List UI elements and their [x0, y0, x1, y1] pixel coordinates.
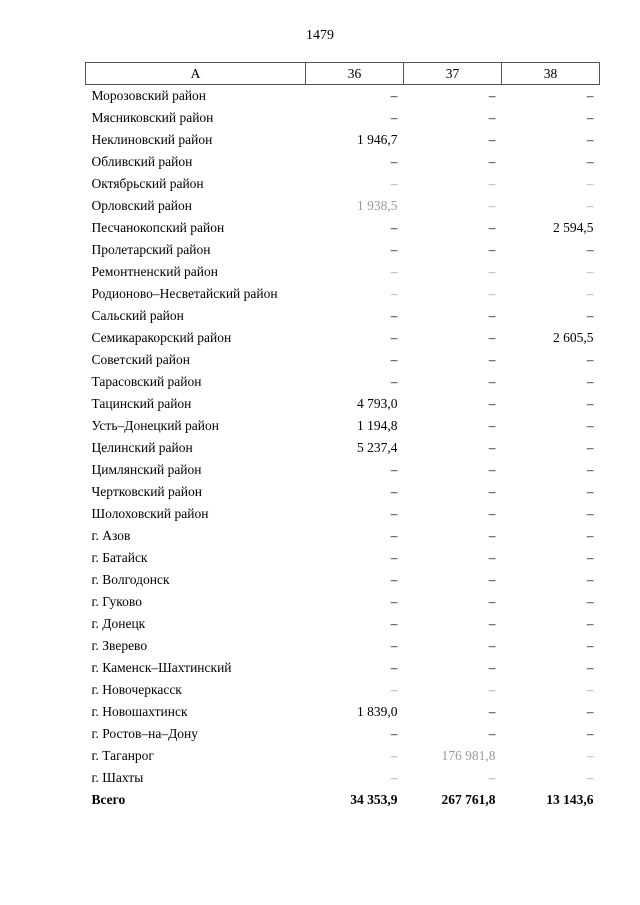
table-row [86, 503, 600, 525]
value-col-37: – [488, 616, 496, 631]
table-row [86, 547, 600, 569]
table-row [86, 525, 600, 547]
value-col-36: 5 237,4 [357, 440, 398, 455]
value-col-38: – [586, 286, 594, 301]
table-row [86, 767, 600, 789]
value-col-38: – [586, 616, 594, 631]
table-body [86, 85, 600, 812]
value-col-36: – [390, 550, 398, 565]
table-row [86, 217, 600, 239]
table-row [86, 129, 600, 151]
value-col-38: – [586, 374, 594, 389]
table-row [86, 635, 600, 657]
value-col-36: 1 938,5 [357, 198, 398, 213]
table-row [86, 195, 600, 217]
value-col-38: – [586, 770, 594, 785]
value-col-37: – [488, 176, 496, 191]
value-col-38: – [586, 396, 594, 411]
row-name: Тацинский район [91, 396, 192, 411]
value-col-36: – [390, 352, 398, 367]
header-cell-a: А [86, 63, 306, 85]
row-name: Целинский район [91, 440, 193, 455]
value-col-36: – [390, 264, 398, 279]
value-col-37: – [488, 660, 496, 675]
value-col-36: – [390, 374, 398, 389]
row-name: Родионово–Несветайский район [91, 286, 278, 301]
value-col-36: 4 793,0 [357, 396, 398, 411]
value-col-37: – [488, 550, 496, 565]
value-col-38: – [586, 264, 594, 279]
row-name: г. Таганрог [91, 748, 154, 763]
value-col-36: – [390, 286, 398, 301]
value-col-36: – [390, 462, 398, 477]
row-name: Обливский район [91, 154, 193, 169]
table-row [86, 261, 600, 283]
table-row [86, 613, 600, 635]
value-col-37: – [488, 330, 496, 345]
value-col-37: – [488, 308, 496, 323]
row-name: г. Ростов–на–Дону [91, 726, 199, 741]
row-name: г. Батайск [91, 550, 148, 565]
row-name: г. Шахты [91, 770, 144, 785]
row-name: Песчанокопский район [91, 220, 225, 235]
value-col-38: – [586, 176, 594, 191]
table-row [86, 701, 600, 723]
value-col-36: – [390, 616, 398, 631]
value-col-36: – [390, 220, 398, 235]
total-label: Всего [91, 792, 126, 807]
row-name: г. Новочеркасск [91, 682, 182, 697]
value-col-38: – [586, 242, 594, 257]
total-row [86, 789, 600, 811]
value-col-37: – [488, 572, 496, 587]
table-row [86, 481, 600, 503]
value-col-38: – [586, 726, 594, 741]
row-name: Цимлянский район [91, 462, 202, 477]
value-col-37: – [488, 462, 496, 477]
value-col-36: – [390, 770, 398, 785]
value-col-38: – [586, 352, 594, 367]
table-row [86, 723, 600, 745]
value-col-38: – [586, 704, 594, 719]
value-col-37: – [488, 264, 496, 279]
header-cell-38: 38 [502, 63, 600, 85]
value-col-38: – [586, 308, 594, 323]
value-col-38: – [586, 660, 594, 675]
value-col-36: – [390, 748, 398, 763]
value-col-36: – [390, 88, 398, 103]
row-name: Усть–Донецкий район [91, 418, 219, 433]
value-col-37: – [488, 220, 496, 235]
value-col-37: – [488, 682, 496, 697]
row-name: Ремонтненский район [91, 264, 218, 279]
table-row [86, 459, 600, 481]
row-name: г. Каменск–Шахтинский [91, 660, 232, 675]
value-col-37: – [488, 396, 496, 411]
value-col-36: – [390, 110, 398, 125]
total-value-col-37: 267 761,8 [441, 792, 496, 807]
value-col-36: – [390, 594, 398, 609]
value-col-38: – [586, 682, 594, 697]
value-col-38: – [586, 462, 594, 477]
value-col-38: – [586, 418, 594, 433]
row-name: г. Гуково [91, 594, 142, 609]
row-name: Неклиновский район [91, 132, 213, 147]
table-row [86, 415, 600, 437]
value-col-37: – [488, 484, 496, 499]
value-col-36: 1 839,0 [357, 704, 398, 719]
value-col-38: – [586, 506, 594, 521]
value-col-38: – [586, 154, 594, 169]
header-cell-36: 36 [306, 63, 404, 85]
row-name: Советский район [91, 352, 190, 367]
value-col-36: – [390, 682, 398, 697]
table-row [86, 591, 600, 613]
value-col-37: – [488, 418, 496, 433]
page-number: 1479 [306, 28, 334, 43]
value-col-36: – [390, 484, 398, 499]
value-col-37: – [488, 594, 496, 609]
table-row [86, 371, 600, 393]
value-col-36: – [390, 660, 398, 675]
value-col-38: – [586, 132, 594, 147]
value-col-38: – [586, 748, 594, 763]
table-row [86, 151, 600, 173]
value-col-37: – [488, 726, 496, 741]
row-name: Сальский район [91, 308, 184, 323]
value-col-37: – [488, 506, 496, 521]
value-col-36: – [390, 638, 398, 653]
total-value-col-36: 34 353,9 [350, 792, 398, 807]
table-row [86, 349, 600, 371]
value-col-37: – [488, 704, 496, 719]
total-value-col-38: 13 143,6 [546, 792, 594, 807]
table-row [86, 393, 600, 415]
header-cell-37: 37 [404, 63, 502, 85]
value-col-36: – [390, 154, 398, 169]
value-col-38: – [586, 198, 594, 213]
value-col-37: – [488, 770, 496, 785]
row-name: г. Новошахтинск [91, 704, 188, 719]
value-col-37: – [488, 154, 496, 169]
value-col-37: – [488, 352, 496, 367]
table-row [86, 657, 600, 679]
value-col-36: – [390, 506, 398, 521]
table-row [86, 107, 600, 129]
header-row [86, 63, 600, 85]
row-name: Пролетарский район [91, 242, 211, 257]
table-row [86, 327, 600, 349]
value-col-36: 1 194,8 [357, 418, 398, 433]
value-col-38: – [586, 88, 594, 103]
value-col-36: – [390, 528, 398, 543]
value-col-38: – [586, 594, 594, 609]
table-row [86, 437, 600, 459]
table-row [86, 173, 600, 195]
row-name: Шолоховский район [91, 506, 209, 521]
value-col-36: – [390, 308, 398, 323]
value-col-37: – [488, 440, 496, 455]
table-row [86, 283, 600, 305]
value-col-38: – [586, 638, 594, 653]
value-col-36: – [390, 726, 398, 741]
value-col-38: – [586, 440, 594, 455]
value-col-37: – [488, 374, 496, 389]
value-col-37: – [488, 528, 496, 543]
value-col-36: – [390, 572, 398, 587]
table-row [86, 305, 600, 327]
table-row [86, 569, 600, 591]
value-col-37: – [488, 88, 496, 103]
value-col-37: 176 981,8 [441, 748, 496, 763]
table-row [86, 679, 600, 701]
value-col-38: – [586, 484, 594, 499]
value-col-38: – [586, 110, 594, 125]
value-col-37: – [488, 242, 496, 257]
table-row [86, 85, 600, 108]
row-name: Тарасовский район [91, 374, 202, 389]
value-col-37: – [488, 286, 496, 301]
row-name: Октябрьский район [91, 176, 204, 191]
value-col-38: – [586, 528, 594, 543]
row-name: Орловский район [91, 198, 192, 213]
row-name: г. Волгодонск [91, 572, 170, 587]
value-col-38: 2 605,5 [553, 330, 594, 345]
value-col-37: – [488, 198, 496, 213]
value-col-36: 1 946,7 [357, 132, 398, 147]
row-name: Семикаракорский район [91, 330, 232, 345]
row-name: Морозовский район [91, 88, 207, 103]
budget-table [85, 62, 600, 811]
value-col-38: – [586, 550, 594, 565]
row-name: Чертковский район [91, 484, 202, 499]
value-col-38: 2 594,5 [553, 220, 594, 235]
value-col-37: – [488, 638, 496, 653]
value-col-36: – [390, 330, 398, 345]
table-row [86, 239, 600, 261]
row-name: г. Донецк [91, 616, 146, 631]
value-col-37: – [488, 110, 496, 125]
table-header [86, 63, 600, 85]
value-col-36: – [390, 242, 398, 257]
row-name: г. Зверево [91, 638, 148, 653]
row-name: Мясниковский район [91, 110, 214, 125]
row-name: г. Азов [91, 528, 131, 543]
value-col-36: – [390, 176, 398, 191]
table-row [86, 745, 600, 767]
value-col-38: – [586, 572, 594, 587]
value-col-37: – [488, 132, 496, 147]
